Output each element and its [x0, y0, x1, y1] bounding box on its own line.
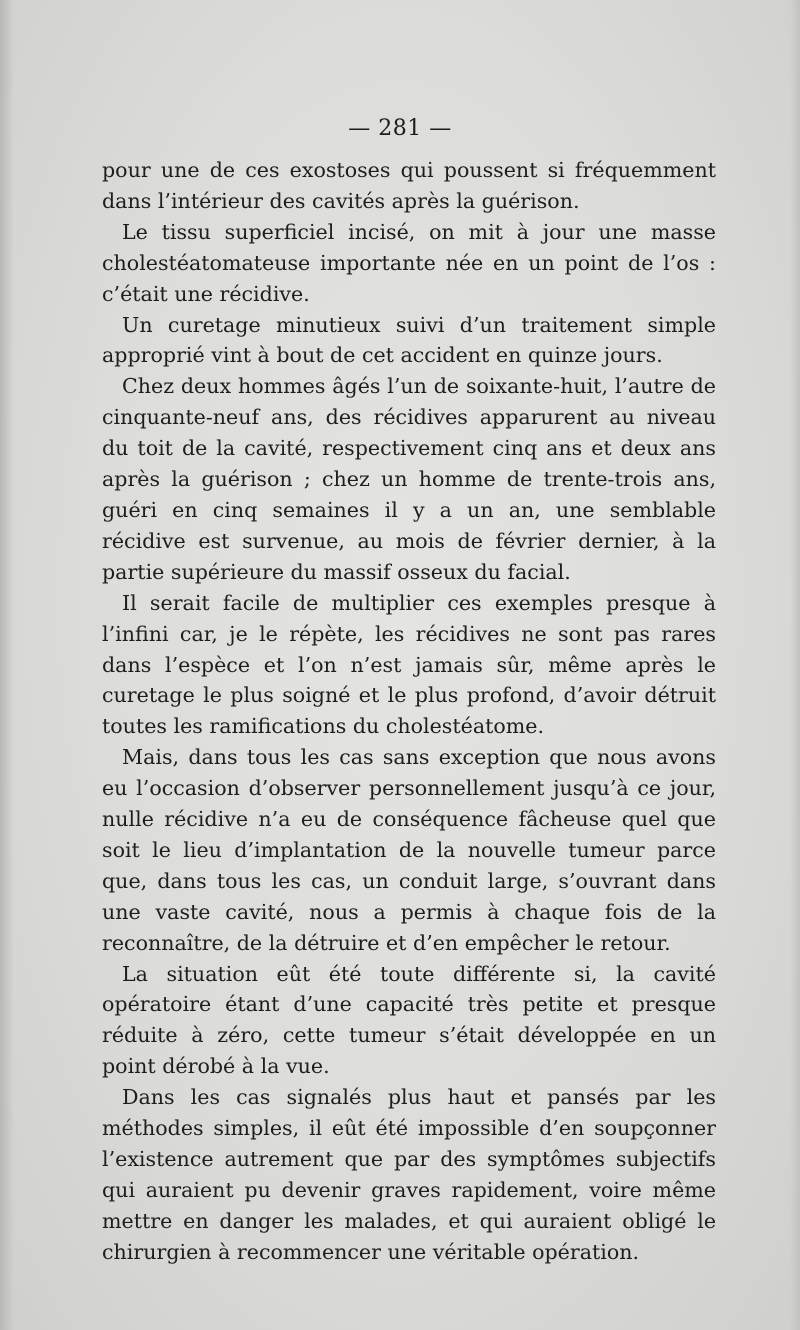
- paragraph: Chez deux hommes âgés l’un de soixante-huit, l’autre de cinquante-neuf ans, des récidives apparurent au niveau du toit de la cavité, respectivement cinq ans et deux ans après la guérison ; chez un homme de trente-trois ans, guéri en cinq semaines il y a un an, une semblable récidive est survenue, au mois de février dernier, à la partie supérieure du massif osseux du facial.: [102, 374, 716, 584]
- body-text: [102, 155, 716, 1268]
- paragraph: Un curetage minutieux suivi d’un traitement simple approprié vint à bout de cet accident en quinze jours.: [102, 312, 716, 368]
- paragraph: Le tissu superficiel incisé, on mit à jour une masse cholestéatomateuse importante née en un point de l’os : c’était une récidive.: [102, 219, 716, 306]
- paragraph: Il serait facile de multiplier ces exemples presque à l’infini car, je le répète, les récidives ne sont pas rares dans l’espèce et l’on n’est jamais sûr, même après le curetage le plus soigné et le plus profond, d’avoir détruit toutes les ramifications du cholestéatome.: [102, 590, 716, 739]
- page-number: — 281 —: [348, 116, 452, 141]
- paragraph: Mais, dans tous les cas sans exception que nous avons eu l’occasion d’observer personnellement jusqu’à ce jour, nulle récidive n’a eu de conséquence fâcheuse quel que soit le lieu d’implantation de la nouvelle tumeur parce que, dans tous les cas, un conduit large, s’ouvrant dans une vaste cavité, nous a permis à chaque fois de la reconnaître, de la détruire et d’en empêcher le retour.: [102, 745, 716, 955]
- paragraph: La situation eût été toute différente si, la cavité opératoire étant d’une capacité très petite et presque réduite à zéro, cette tumeur s’était développée en un point dérobé à la vue.: [102, 961, 716, 1079]
- paragraph: Dans les cas signalés plus haut et pansés par les méthodes simples, il eût été impossible d’en soupçonner l’existence autrement que par des symptômes subjectifs qui auraient pu devenir graves rapidement, voire même mettre en danger les malades, et qui auraient obligé le chirurgien à recommencer une véritable opération.: [102, 1085, 716, 1264]
- page-edge-shadow-left: [0, 0, 14, 1330]
- page-edge-shadow-right: [790, 0, 800, 1330]
- paragraph-continued: pour une de ces exostoses qui poussent si fréquemment dans l’intérieur des cavités après la guérison.: [102, 158, 716, 213]
